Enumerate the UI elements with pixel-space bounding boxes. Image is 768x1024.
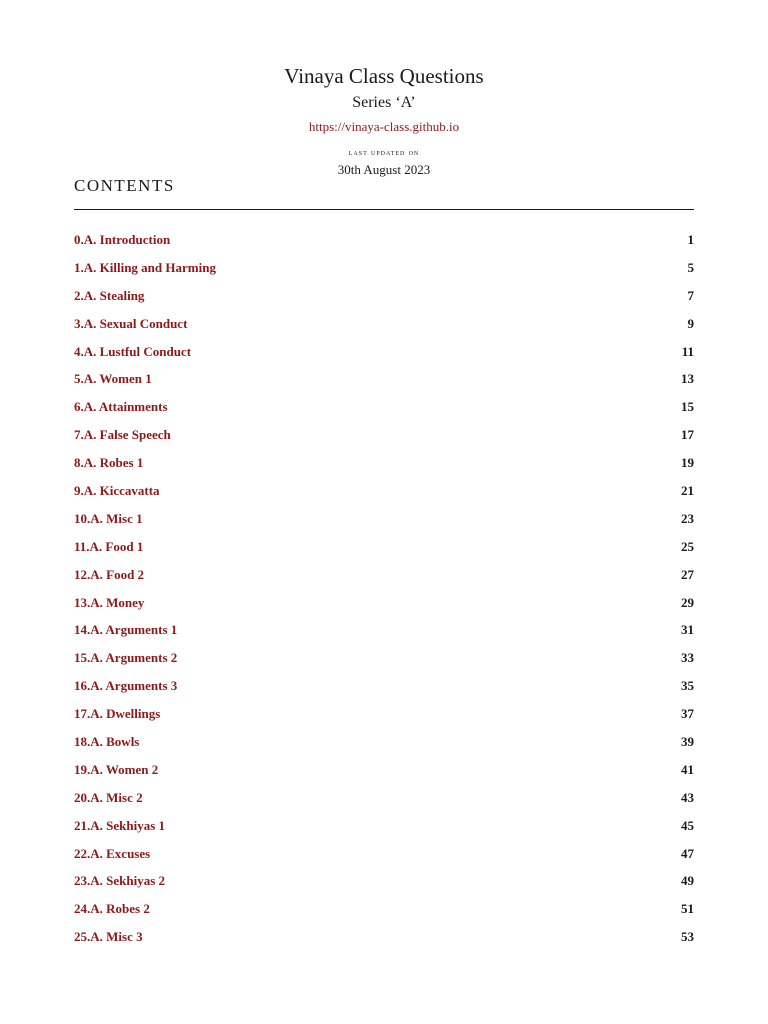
toc-entry-link[interactable]: 0.A. Introduction — [74, 231, 171, 247]
toc-page-number: 25 — [681, 538, 694, 554]
toc-page-number: 9 — [687, 315, 694, 331]
toc-page-number: 11 — [681, 343, 694, 359]
toc-entry-link[interactable]: 20.A. Misc 2 — [74, 789, 143, 805]
table-of-contents — [74, 226, 694, 951]
toc-page-number: 23 — [681, 510, 694, 526]
toc-page-number: 1 — [687, 231, 694, 247]
toc-entry-link[interactable]: 10.A. Misc 1 — [74, 510, 143, 526]
toc-entry — [74, 421, 694, 449]
toc-entry-link[interactable]: 14.A. Arguments 1 — [74, 622, 178, 638]
toc-page-number: 51 — [681, 901, 694, 917]
toc-page-number: 27 — [681, 566, 694, 582]
toc-entry-link[interactable]: 25.A. Misc 3 — [74, 929, 143, 945]
contents-heading: CONTENTS — [74, 176, 175, 195]
toc-entry-link[interactable]: 23.A. Sekhiyas 2 — [74, 873, 166, 889]
toc-page-number: 53 — [681, 929, 694, 945]
toc-entry — [74, 226, 694, 254]
toc-entry — [74, 533, 694, 561]
toc-page-number: 35 — [681, 678, 694, 694]
toc-entry — [74, 700, 694, 728]
toc-page-number: 15 — [681, 399, 694, 415]
document-subtitle: Series ‘A’ — [352, 94, 416, 111]
toc-entry — [74, 812, 694, 840]
toc-entry-link[interactable]: 22.A. Excuses — [74, 845, 151, 861]
toc-entry-link[interactable]: 7.A. False Speech — [74, 427, 171, 443]
toc-entry — [74, 477, 694, 505]
toc-entry — [74, 728, 694, 756]
toc-page-number: 37 — [681, 706, 694, 722]
toc-page-number: 39 — [681, 733, 694, 749]
toc-entry-link[interactable]: 17.A. Dwellings — [74, 706, 161, 722]
toc-entry-link[interactable]: 13.A. Money — [74, 594, 145, 610]
toc-entry — [74, 393, 694, 421]
toc-entry — [74, 561, 694, 589]
last-updated-label: last updated on — [348, 147, 420, 157]
toc-entry — [74, 895, 694, 923]
toc-entry — [74, 449, 694, 477]
toc-entry-link[interactable]: 21.A. Sekhiyas 1 — [74, 817, 166, 833]
toc-entry-link[interactable]: 24.A. Robes 2 — [74, 901, 150, 917]
toc-page-number: 21 — [681, 482, 694, 498]
toc-entry — [74, 784, 694, 812]
toc-entry — [74, 756, 694, 784]
toc-entry-link[interactable]: 8.A. Robes 1 — [74, 455, 144, 471]
toc-entry — [74, 867, 694, 895]
toc-entry-link[interactable]: 11.A. Food 1 — [74, 538, 144, 554]
toc-entry-link[interactable]: 6.A. Attainments — [74, 399, 168, 415]
toc-entry — [74, 505, 694, 533]
toc-entry — [74, 589, 694, 617]
toc-entry-link[interactable]: 15.A. Arguments 2 — [74, 650, 178, 666]
toc-page-number: 5 — [687, 259, 694, 275]
toc-entry — [74, 644, 694, 672]
toc-entry — [74, 338, 694, 366]
document-title: Vinaya Class Questions — [284, 64, 484, 88]
toc-entry — [74, 282, 694, 310]
toc-entry-link[interactable]: 3.A. Sexual Conduct — [74, 315, 188, 331]
toc-entry — [74, 672, 694, 700]
toc-entry-link[interactable]: 12.A. Food 2 — [74, 566, 145, 582]
toc-entry — [74, 923, 694, 951]
toc-page-number: 41 — [681, 761, 694, 777]
website-link[interactable]: https://vinaya-class.github.io — [308, 119, 460, 134]
toc-entry — [74, 616, 694, 644]
toc-page-number: 13 — [681, 371, 694, 387]
toc-entry-link[interactable]: 2.A. Stealing — [74, 287, 145, 303]
toc-page-number: 47 — [681, 845, 694, 861]
toc-entry-link[interactable]: 9.A. Kiccavatta — [74, 482, 160, 498]
toc-entry — [74, 310, 694, 338]
toc-page-number: 19 — [681, 455, 694, 471]
last-updated-date: 30th August 2023 — [337, 162, 431, 177]
toc-page-number: 49 — [681, 873, 694, 889]
toc-entry-link[interactable]: 1.A. Killing and Harming — [74, 259, 216, 275]
toc-entry — [74, 365, 694, 393]
toc-entry-link[interactable]: 19.A. Women 2 — [74, 761, 159, 777]
toc-page-number: 43 — [681, 789, 694, 805]
toc-page-number: 7 — [687, 287, 694, 303]
toc-entry — [74, 254, 694, 282]
toc-page-number: 31 — [681, 622, 694, 638]
contents-divider — [74, 209, 694, 210]
toc-entry — [74, 840, 694, 868]
toc-page-number: 45 — [681, 817, 694, 833]
toc-entry-link[interactable]: 4.A. Lustful Conduct — [74, 343, 192, 359]
toc-page-number: 29 — [681, 594, 694, 610]
toc-entry-link[interactable]: 5.A. Women 1 — [74, 371, 152, 387]
toc-page-number: 17 — [681, 427, 694, 443]
toc-entry-link[interactable]: 18.A. Bowls — [74, 733, 140, 749]
toc-page-number: 33 — [681, 650, 694, 666]
toc-entry-link[interactable]: 16.A. Arguments 3 — [74, 678, 178, 694]
